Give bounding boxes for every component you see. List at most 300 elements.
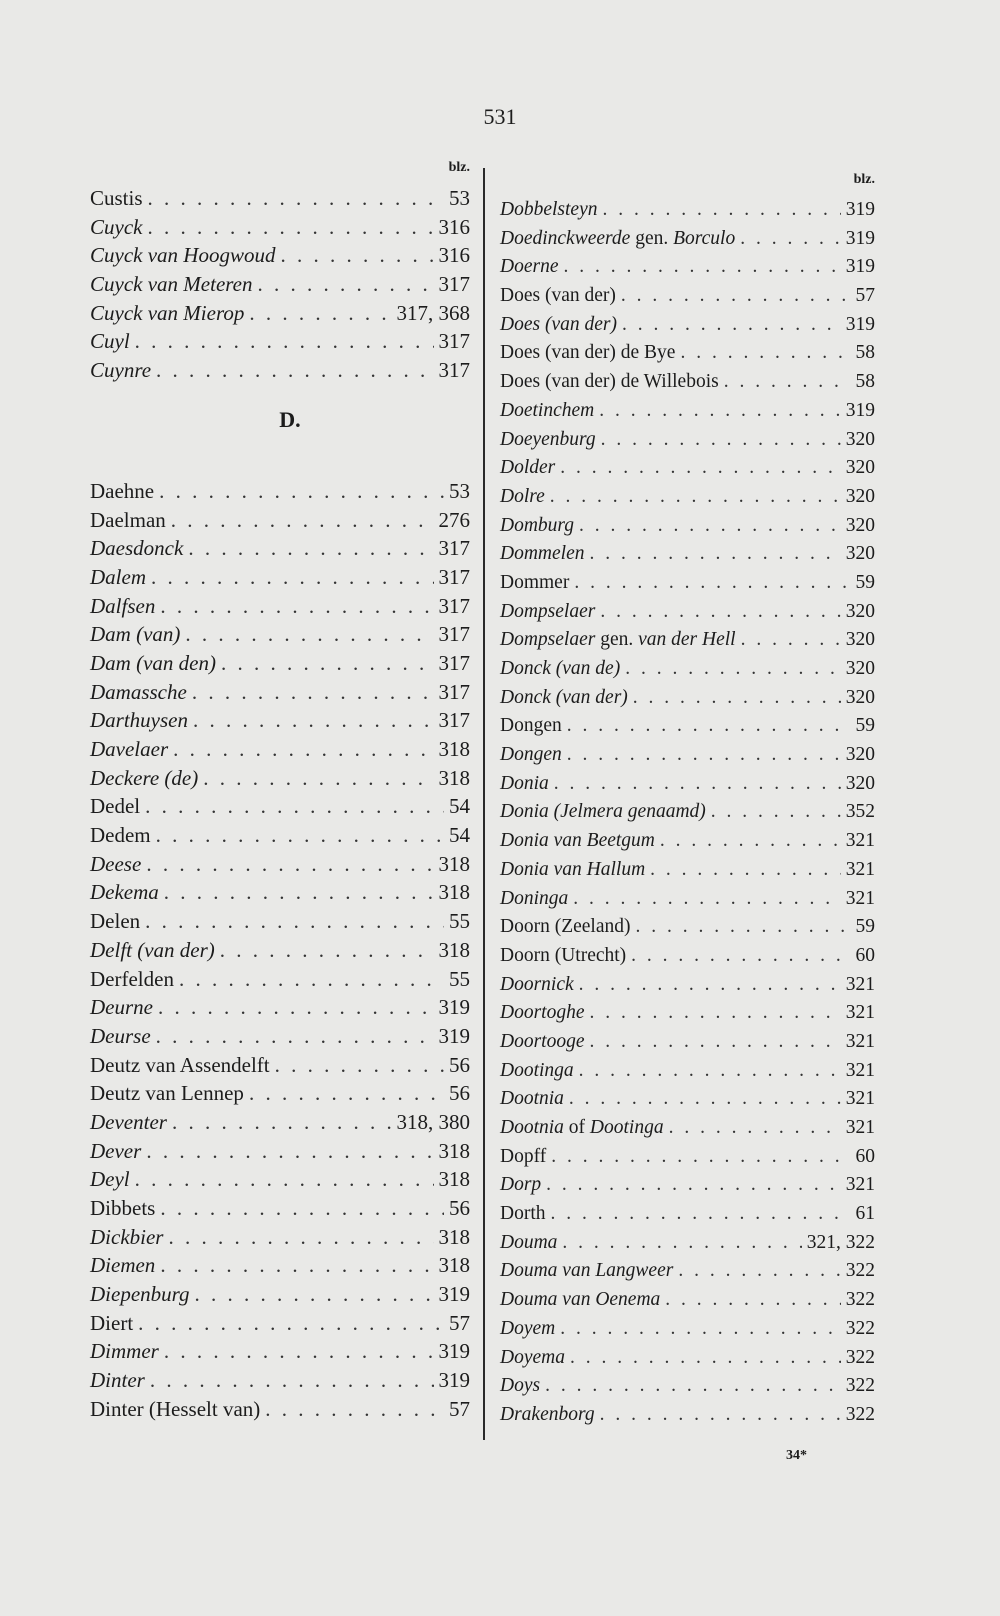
dot-leader xyxy=(631,942,850,971)
entry-page: 57 xyxy=(449,1310,470,1335)
entry-name xyxy=(90,241,275,270)
index-entry xyxy=(90,563,470,592)
entry-page: 321, 322 xyxy=(806,1231,875,1253)
index-entry xyxy=(90,764,470,793)
entry-page: 318 xyxy=(438,1253,470,1278)
entry-page: 317 xyxy=(438,593,470,618)
index-entry xyxy=(90,327,470,356)
entry-name xyxy=(90,1280,190,1309)
entry-page: 57 xyxy=(449,1396,470,1421)
index-entry xyxy=(500,311,875,340)
entry-name-part: Dongen xyxy=(500,715,562,737)
entry-page: 318, 380 xyxy=(396,1109,470,1134)
entry-name xyxy=(500,827,655,856)
entry-name xyxy=(90,1022,151,1051)
dot-leader xyxy=(560,454,841,483)
entry-name-part: Deurne xyxy=(90,995,153,1020)
entry-page: 59 xyxy=(855,916,875,938)
index-entry xyxy=(90,850,470,879)
entry-name xyxy=(500,1229,557,1258)
dot-leader xyxy=(257,270,433,299)
entry-name-part: Cuynre xyxy=(90,358,152,383)
entry-name-part: Dompselaer xyxy=(500,600,596,622)
dot-leader xyxy=(164,878,434,907)
dot-leader xyxy=(168,1223,433,1252)
dot-leader xyxy=(159,477,444,506)
index-entry xyxy=(500,512,875,541)
entry-name-part: Douma van Langweer xyxy=(500,1260,674,1282)
entry-name-part: Deutz van Lennep xyxy=(90,1081,244,1106)
index-entry xyxy=(90,1022,470,1051)
entry-name xyxy=(500,339,675,368)
entry-page: 321 xyxy=(845,1059,875,1081)
entry-name-part: Donia van Hallum xyxy=(500,858,646,880)
entry-name-part: Doortoghe xyxy=(500,1002,585,1024)
entry-name xyxy=(500,1200,546,1229)
entry-name xyxy=(500,741,562,770)
entry-name xyxy=(500,253,558,282)
entry-name xyxy=(90,1366,145,1395)
entry-name-part: Dalem xyxy=(90,564,146,589)
dot-leader xyxy=(665,1286,840,1315)
entry-page: 317 xyxy=(438,536,470,561)
entry-name-part: Dorth xyxy=(500,1203,546,1225)
entry-name xyxy=(500,483,545,512)
entry-name-part: Does (van der) de Bye xyxy=(500,342,676,364)
dot-leader xyxy=(135,327,434,356)
dot-leader xyxy=(546,1171,841,1200)
entry-name xyxy=(500,540,584,569)
entry-page: 319 xyxy=(845,227,875,249)
dot-leader xyxy=(550,483,841,512)
entry-page: 318 xyxy=(438,1138,470,1163)
index-entry xyxy=(90,477,470,506)
entry-name xyxy=(90,1079,244,1108)
entry-page: 320 xyxy=(845,772,875,794)
dot-leader xyxy=(602,196,840,225)
index-entry xyxy=(90,1223,470,1252)
entry-page: 320 xyxy=(845,600,875,622)
entry-page: 319 xyxy=(845,256,875,278)
entry-name-part: Cuyck van Meteren xyxy=(90,272,253,297)
entry-page: 321 xyxy=(845,1002,875,1024)
entry-name-part: Doornick xyxy=(500,973,574,995)
entry-name xyxy=(500,1028,585,1057)
entry-name-part: Does (van der) xyxy=(500,285,616,307)
entry-page: 317 xyxy=(438,708,470,733)
entry-name-part: Delen xyxy=(90,909,141,934)
index-entry xyxy=(90,299,470,328)
entry-name-part: van der Hell xyxy=(638,629,736,651)
entry-name xyxy=(500,1085,564,1114)
index-entry xyxy=(90,821,470,850)
entry-name xyxy=(500,1257,673,1286)
dot-leader xyxy=(179,965,444,994)
entry-name-part: Dootnia xyxy=(500,1117,564,1138)
entry-name xyxy=(500,426,596,455)
index-entry xyxy=(90,1051,470,1080)
entry-page: 317 xyxy=(438,679,470,704)
entry-page: 320 xyxy=(845,744,875,766)
column-divider xyxy=(483,168,485,1440)
index-entry xyxy=(500,1171,875,1200)
entry-name xyxy=(90,965,174,994)
entry-name-part: gen. xyxy=(630,227,674,249)
entry-name-part: Doyema xyxy=(500,1346,565,1368)
index-entry xyxy=(90,735,470,764)
entry-name-part: Dibbets xyxy=(90,1196,156,1220)
dot-leader xyxy=(545,1372,841,1401)
index-entry xyxy=(90,620,470,649)
dot-leader xyxy=(160,592,433,621)
dot-leader xyxy=(579,512,841,541)
dot-leader xyxy=(574,569,850,598)
dot-leader xyxy=(160,1251,433,1280)
entry-name xyxy=(90,270,252,299)
entry-name xyxy=(500,196,597,225)
dot-leader xyxy=(221,649,434,678)
entry-name xyxy=(500,282,616,311)
index-entry xyxy=(90,792,470,821)
index-entry xyxy=(90,592,470,621)
entry-name xyxy=(90,1223,163,1252)
index-entry xyxy=(90,1309,470,1338)
index-entry xyxy=(90,993,470,1022)
index-entry xyxy=(500,1229,875,1258)
dot-leader xyxy=(563,253,840,282)
index-entry xyxy=(500,483,875,512)
left-entries-before-section xyxy=(90,184,470,385)
entry-name xyxy=(500,454,555,483)
entry-page: 53 xyxy=(449,478,470,503)
entry-page: 321 xyxy=(845,973,875,995)
entry-name xyxy=(90,1051,270,1080)
dot-leader xyxy=(146,1137,433,1166)
index-entry xyxy=(90,1280,470,1309)
entry-page: 322 xyxy=(845,1375,875,1397)
entry-name-part: Domburg xyxy=(500,514,575,536)
entry-name-part: Dobbelsteyn xyxy=(500,199,598,220)
entry-name-part: Dommer xyxy=(500,571,570,593)
entry-page: 320 xyxy=(845,457,875,479)
dot-leader xyxy=(275,1051,444,1080)
dot-leader xyxy=(158,993,434,1022)
page-number: 531 xyxy=(483,104,517,129)
entry-page: 318 xyxy=(438,880,470,905)
entry-page: 319 xyxy=(845,313,875,335)
entry-name-part: Dinter xyxy=(90,1368,145,1393)
entry-name xyxy=(500,1372,540,1401)
entry-page: 320 xyxy=(845,686,875,708)
entry-name-part: Dekema xyxy=(90,880,159,905)
entry-name-part: Deckere (de) xyxy=(90,765,199,790)
entry-name-part: Daehne xyxy=(90,478,155,503)
entry-page: 61 xyxy=(855,1203,875,1225)
entry-page: 56 xyxy=(449,1052,470,1077)
index-entry xyxy=(500,741,875,770)
entry-name-part: Dedem xyxy=(90,823,151,848)
dot-leader xyxy=(171,506,434,535)
entry-name-part: Dinter (Hesselt van) xyxy=(90,1396,261,1421)
dot-leader xyxy=(551,1143,850,1172)
entry-name-part: Deventer xyxy=(90,1109,167,1134)
entry-name xyxy=(500,311,617,340)
dot-leader xyxy=(151,563,434,592)
entry-name-part: Douma van Oenema xyxy=(500,1289,661,1311)
signature-mark: 34* xyxy=(786,1448,807,1463)
dot-leader xyxy=(554,770,841,799)
index-entry xyxy=(500,454,875,483)
index-entry xyxy=(500,282,875,311)
index-entry xyxy=(500,655,875,684)
entry-name xyxy=(90,1108,167,1137)
dot-leader xyxy=(625,655,841,684)
dot-leader xyxy=(146,850,433,879)
dot-leader xyxy=(741,626,841,655)
dot-leader xyxy=(573,885,841,914)
entry-page: 321 xyxy=(845,1117,875,1138)
entry-name-part: gen. xyxy=(595,629,639,651)
index-entry xyxy=(500,1200,875,1229)
section-heading: D. xyxy=(279,406,301,432)
dot-leader xyxy=(562,1229,801,1258)
entry-page: 322 xyxy=(845,1403,875,1425)
dot-leader xyxy=(164,1337,434,1366)
dot-leader xyxy=(249,299,391,328)
index-entry xyxy=(90,534,470,563)
entry-page: 58 xyxy=(855,371,875,393)
entry-name-part: Doerne xyxy=(500,256,559,278)
entry-page: 321 xyxy=(845,1030,875,1052)
entry-page: 318 xyxy=(438,1224,470,1249)
dot-leader xyxy=(195,1280,434,1309)
entry-page: 317 xyxy=(438,329,470,354)
dot-leader xyxy=(569,1085,841,1114)
dot-leader xyxy=(156,821,444,850)
dot-leader xyxy=(601,426,841,455)
index-entry xyxy=(500,684,875,713)
entry-name-part: Donck (van der) xyxy=(500,686,628,708)
entry-name-part: Daelman xyxy=(90,507,166,532)
entry-name-part: Dootinga xyxy=(589,1117,664,1138)
entry-name-part: Dedel xyxy=(90,794,141,819)
index-entry xyxy=(500,626,875,655)
index-entry xyxy=(500,1286,875,1315)
entry-name xyxy=(90,327,130,356)
entry-name-part: Dopff xyxy=(500,1145,547,1167)
entry-page: 321 xyxy=(845,887,875,909)
entry-name-part: Dickbier xyxy=(90,1224,164,1249)
entry-name xyxy=(500,1315,555,1344)
entry-page: 319 xyxy=(438,1368,470,1393)
entry-page: 59 xyxy=(855,571,875,593)
entry-name xyxy=(500,684,628,713)
entry-name xyxy=(500,971,574,1000)
entry-page: 276 xyxy=(438,507,470,532)
entry-name-part: Derfelden xyxy=(90,966,174,991)
entry-name-part: Dolre xyxy=(500,485,545,507)
index-entry xyxy=(500,253,875,282)
dot-leader xyxy=(678,1257,840,1286)
entry-name xyxy=(500,569,569,598)
index-entry xyxy=(90,184,470,213)
dot-leader xyxy=(567,712,851,741)
entry-name-part: Donia xyxy=(500,772,549,794)
entry-page: 321 xyxy=(845,830,875,852)
dot-leader xyxy=(160,1194,444,1223)
index-entry xyxy=(90,1165,470,1194)
right-index-column xyxy=(500,160,875,1430)
entry-page: 319 xyxy=(438,1282,470,1307)
entry-name-part: Custis xyxy=(90,186,143,210)
entry-name xyxy=(90,735,168,764)
entry-page: 322 xyxy=(845,1260,875,1282)
entry-name-part: Borculo xyxy=(673,227,736,249)
dot-leader xyxy=(660,827,841,856)
index-entry xyxy=(500,225,875,254)
dot-leader xyxy=(740,225,841,254)
entry-page: 317 xyxy=(438,650,470,675)
entry-page: 318 xyxy=(438,737,470,761)
entry-name-part: Dootnia xyxy=(500,1088,564,1110)
entry-name xyxy=(500,913,630,942)
index-entry xyxy=(500,598,875,627)
entry-name-part: Diert xyxy=(90,1310,134,1335)
dot-leader xyxy=(600,598,840,627)
dot-leader xyxy=(669,1114,841,1143)
index-entry xyxy=(500,770,875,799)
dot-leader xyxy=(622,311,841,340)
index-entry xyxy=(90,1079,470,1108)
entry-name-part: Doedinckweerde xyxy=(500,227,631,249)
entry-name-part: Deese xyxy=(90,851,142,876)
index-entry xyxy=(500,426,875,455)
index-entry xyxy=(500,1315,875,1344)
entry-name-part: Deutz van Assendelft xyxy=(90,1052,270,1077)
dot-leader xyxy=(192,678,434,707)
entry-page: 60 xyxy=(855,1145,875,1167)
entry-name-part: Damassche xyxy=(90,679,187,704)
dot-leader xyxy=(156,1022,434,1051)
dot-leader xyxy=(135,1165,434,1194)
entry-page: 317 xyxy=(438,622,470,647)
entry-name xyxy=(500,626,736,655)
entry-name xyxy=(500,368,719,397)
index-entry xyxy=(90,1251,470,1280)
entry-name xyxy=(500,225,735,254)
index-entry xyxy=(90,506,470,535)
entry-name-part: Donck (van de) xyxy=(500,658,621,679)
entry-page: 319 xyxy=(845,199,875,220)
dot-leader xyxy=(156,356,433,385)
entry-page: 318 xyxy=(438,1167,470,1192)
entry-page: 320 xyxy=(845,514,875,536)
index-entry xyxy=(500,196,875,225)
dot-leader xyxy=(589,540,840,569)
entry-name-part: Delft (van der) xyxy=(90,937,215,962)
index-entry xyxy=(500,1143,875,1172)
index-entry xyxy=(500,1372,875,1401)
dot-leader xyxy=(599,397,841,426)
entry-name-part: Dompselaer xyxy=(500,629,596,651)
index-entry xyxy=(90,878,470,907)
entry-name-part: Dongen xyxy=(500,744,562,766)
entry-name xyxy=(500,512,574,541)
entry-name-part: Douma xyxy=(500,1231,558,1253)
index-entry xyxy=(500,1028,875,1057)
dot-leader xyxy=(579,971,841,1000)
index-entry xyxy=(90,356,470,385)
entry-name xyxy=(90,792,140,821)
entry-name xyxy=(90,477,154,506)
entry-name xyxy=(90,1309,133,1338)
entry-name-part: Dorp xyxy=(500,1174,542,1196)
entry-page: 320 xyxy=(845,428,875,450)
entry-name xyxy=(90,620,180,649)
right-column-header: blz. xyxy=(853,172,875,187)
index-entry xyxy=(500,712,875,741)
index-entry xyxy=(500,885,875,914)
entry-name xyxy=(500,885,568,914)
index-entry xyxy=(500,397,875,426)
entry-name xyxy=(500,1114,664,1143)
entry-page: 321 xyxy=(845,1174,875,1196)
entry-name-part: Doyem xyxy=(500,1317,556,1339)
entry-page: 53 xyxy=(449,186,470,210)
entry-page: 319 xyxy=(438,1023,470,1048)
dot-leader xyxy=(551,1200,851,1229)
dot-leader xyxy=(724,368,851,397)
entry-name-part: Dimmer xyxy=(90,1339,159,1364)
index-entry xyxy=(500,1257,875,1286)
entry-name-part: Diemen xyxy=(90,1253,156,1278)
entry-name xyxy=(90,1337,159,1366)
index-entry xyxy=(500,798,875,827)
index-entry xyxy=(90,1108,470,1137)
entry-name-part: Does (van der) xyxy=(500,313,617,335)
entry-name xyxy=(90,1137,141,1166)
entry-page: 320 xyxy=(845,658,875,679)
entry-name-part: Doninga xyxy=(500,887,569,909)
entry-name xyxy=(90,184,143,213)
entry-name-part: Donia (Jelmera genaamd) xyxy=(500,801,706,823)
entry-name-part: Doorn (Zeeland) xyxy=(500,916,631,938)
entry-page: 316 xyxy=(438,243,470,268)
entry-name-part: Diepenburg xyxy=(90,1282,190,1307)
entry-page: 55 xyxy=(449,966,470,991)
dot-leader xyxy=(185,620,433,649)
dot-leader xyxy=(711,798,841,827)
entry-name xyxy=(90,563,146,592)
entry-name xyxy=(500,942,626,971)
entry-name-part: Davelaer xyxy=(90,737,169,761)
entry-page: 57 xyxy=(855,285,875,307)
entry-name xyxy=(500,1344,565,1373)
index-entry xyxy=(90,965,470,994)
entry-name xyxy=(500,856,645,885)
entry-page: 56 xyxy=(449,1081,470,1106)
entry-name-part: Doortooge xyxy=(500,1030,585,1052)
index-entry xyxy=(90,1194,470,1223)
index-entry xyxy=(90,907,470,936)
entry-name-part: Doetinchem xyxy=(500,399,595,421)
dot-leader xyxy=(172,1108,392,1137)
dot-leader xyxy=(680,339,850,368)
entry-name xyxy=(90,764,198,793)
entry-name xyxy=(500,1286,660,1315)
dot-leader xyxy=(600,1401,841,1430)
entry-page: 322 xyxy=(845,1317,875,1339)
